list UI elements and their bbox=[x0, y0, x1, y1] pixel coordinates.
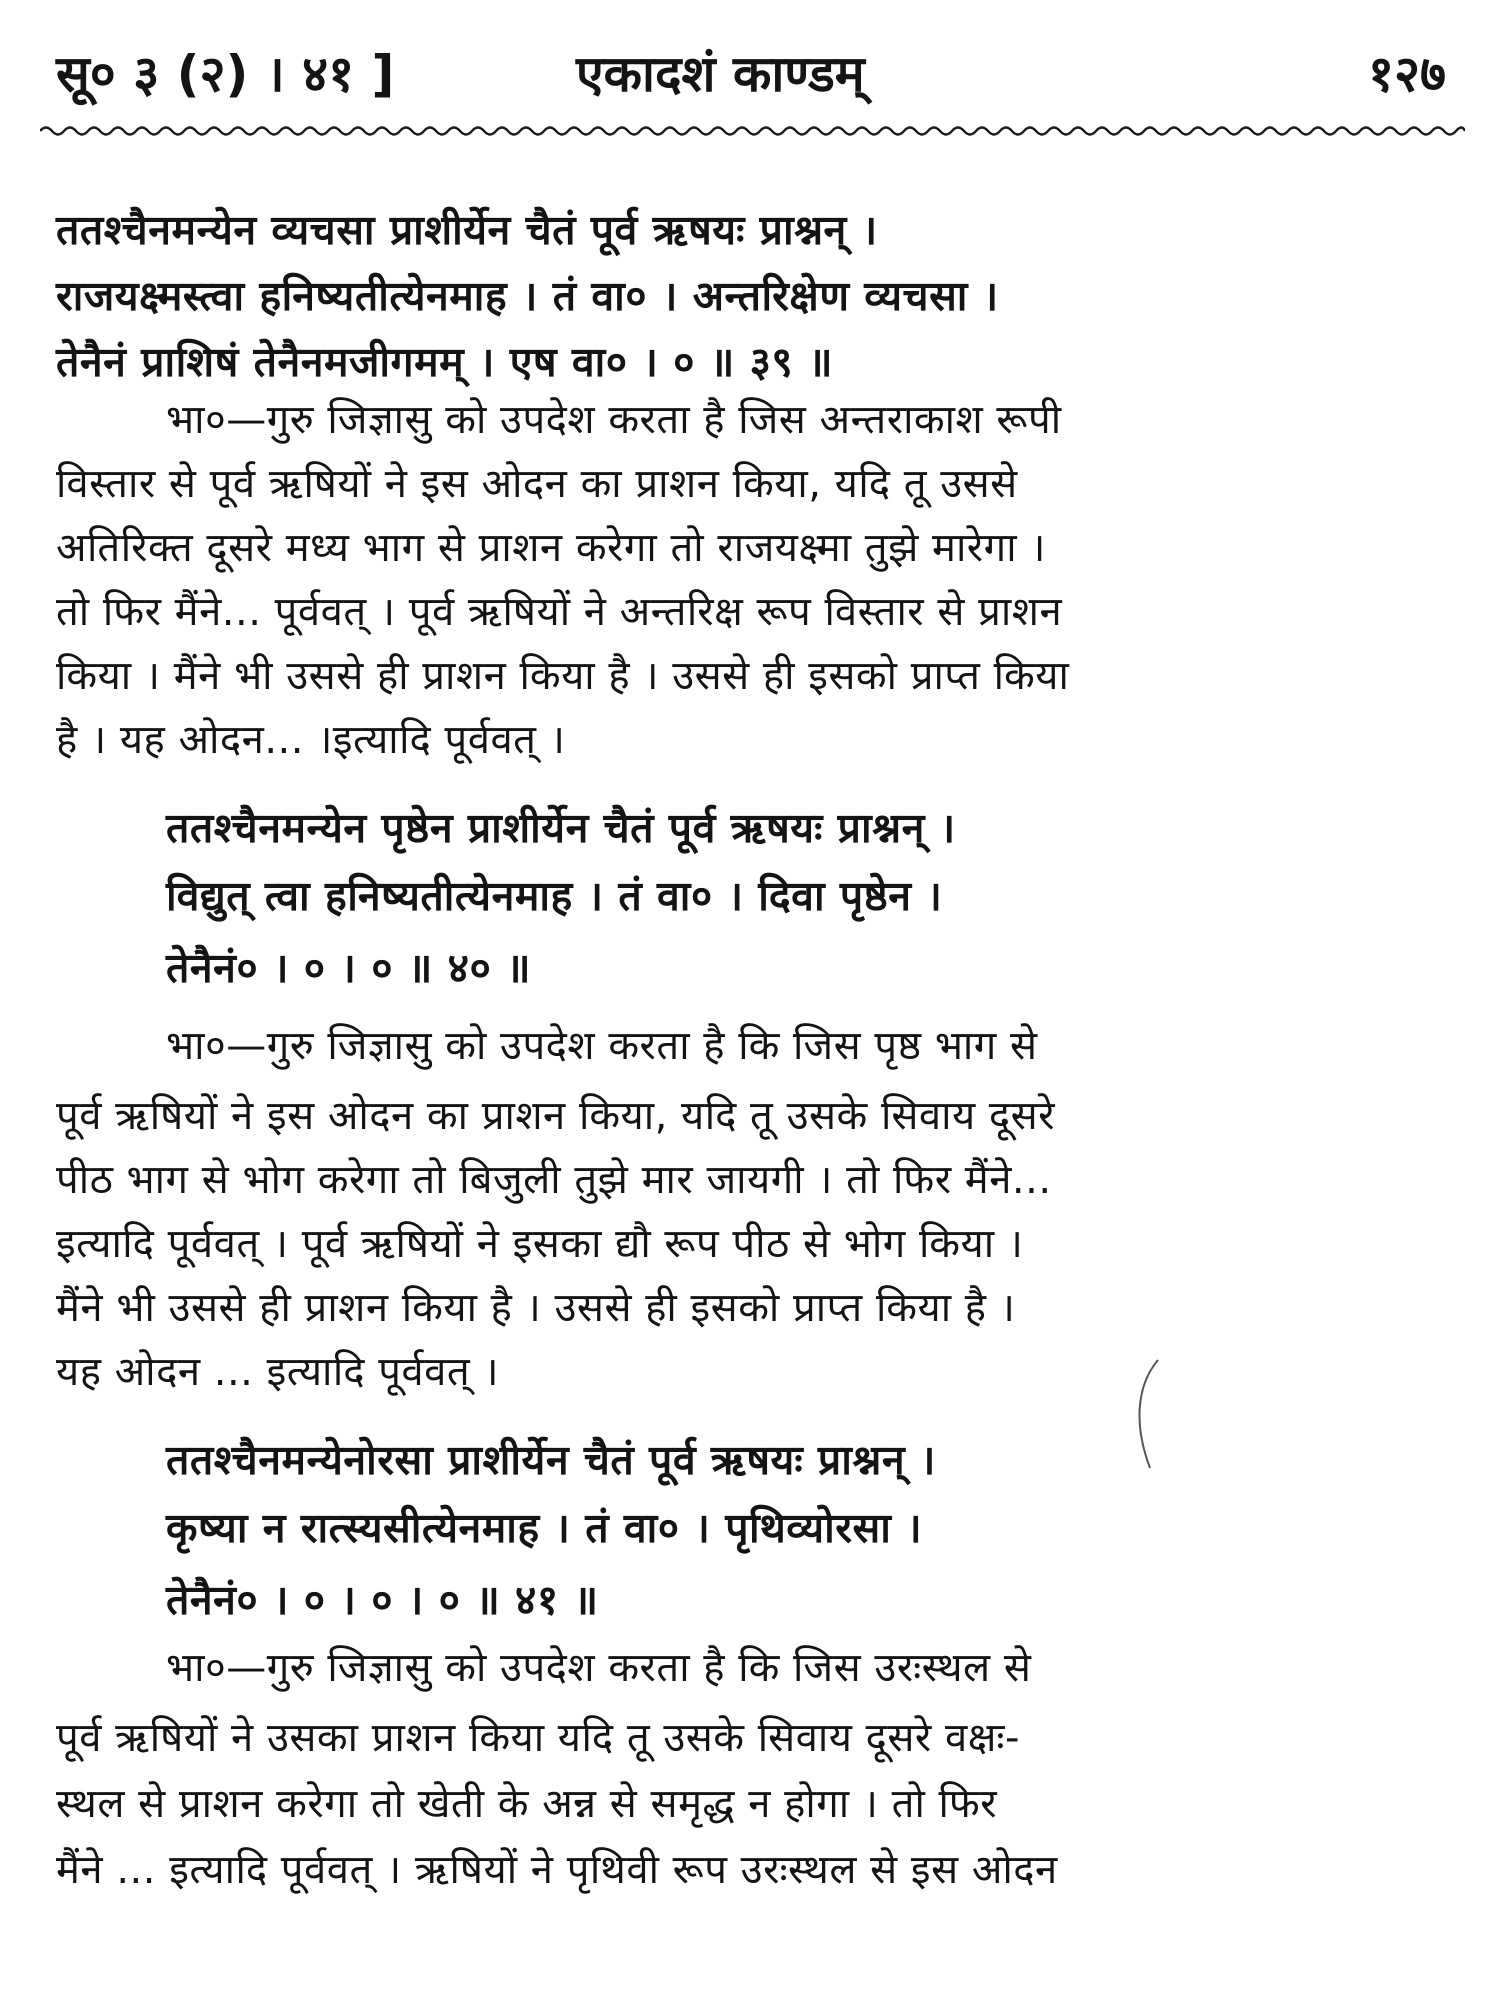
commentary-line: भा०—गुरु जिज्ञासु को उपदेश करता है जिस अन्तराकाश रूपी bbox=[166, 397, 1062, 443]
mantra-line: कृष्या न रात्स्यसीत्येनमाह । तं वा० । पृथिव्योरसा । bbox=[166, 1504, 923, 1552]
commentary-line: है । यह ओदन... ।इत्यादि पूर्ववत् । bbox=[56, 717, 566, 763]
mantra-line: तेनैनं० । ० । ० । ० ॥ ४१ ॥ bbox=[166, 1576, 599, 1624]
commentary-line: पूर्व ऋषियों ने उसका प्राशन किया यदि तू उसके सिवाय दूसरे वक्षः- bbox=[56, 1715, 1020, 1761]
commentary-line: पीठ भाग से भोग करेगा तो बिजुली तुझे मार जायगी । तो फिर मैंने... bbox=[56, 1157, 1052, 1203]
pencil-mark bbox=[1128, 1356, 1168, 1476]
mantra-line: तेनैनं० । ० । ० ॥ ४० ॥ bbox=[166, 944, 532, 992]
commentary-line: यह ओदन ... इत्यादि पूर्ववत् । bbox=[56, 1349, 500, 1395]
header-wavy-rule bbox=[40, 122, 1465, 140]
commentary-line: भा०—गुरु जिज्ञासु को उपदेश करता है कि जिस पृष्ठ भाग से bbox=[166, 1023, 1038, 1069]
mantra-line: विद्युत् त्वा हनिष्यतीत्येनमाह । तं वा० । दिवा पृष्ठेन । bbox=[166, 872, 943, 920]
commentary-line: किया । मैंने भी उससे ही प्राशन किया है । उससे ही इसको प्राप्त किया bbox=[56, 653, 1070, 699]
commentary-line: पूर्व ऋषियों ने इस ओदन का प्राशन किया, यदि तू उसके सिवाय दूसरे bbox=[56, 1093, 1056, 1139]
page-number: १२७ bbox=[1368, 45, 1446, 103]
commentary-line: विस्तार से पूर्व ऋषियों ने इस ओदन का प्राशन किया, यदि तू उससे bbox=[56, 461, 1018, 507]
sutra-reference: सू० ३ (२) । ४१ ] bbox=[56, 45, 395, 103]
mantra-line: राजयक्ष्मस्त्वा हनिष्यतीत्येनमाह । तं वा० । अन्तरिक्षेण व्यचसा । bbox=[56, 272, 999, 320]
mantra-line: ततश्चैनमन्येनोरसा प्राशीर्येन चैतं पूर्व ऋषयः प्राश्नन् । bbox=[166, 1436, 936, 1484]
mantra-line: ततश्चैनमन्येन व्यचसा प्राशीर्येन चैतं पूर्व ऋषयः प्राश्नन् । bbox=[56, 206, 878, 254]
commentary-line: अतिरिक्त दूसरे मध्य भाग से प्राशन करेगा तो राजयक्ष्मा तुझे मारेगा । bbox=[56, 525, 1046, 571]
commentary-line: भा०—गुरु जिज्ञासु को उपदेश करता है कि जिस उरःस्थल से bbox=[166, 1645, 1032, 1691]
commentary-line: मैंने ... इत्यादि पूर्ववत् । ऋषियों ने पृथिवी रूप उरःस्थल से इस ओदन bbox=[56, 1847, 1058, 1893]
commentary-line: मैंने भी उससे ही प्राशन किया है । उससे ही इसको प्राप्त किया है । bbox=[56, 1285, 1016, 1331]
commentary-line: तो फिर मैंने... पूर्ववत् । पूर्व ऋषियों ने अन्तरिक्ष रूप विस्तार से प्राशन bbox=[56, 589, 1063, 635]
commentary-line: इत्यादि पूर्ववत् । पूर्व ऋषियों ने इसका द्यौ रूप पीठ से भोग किया । bbox=[56, 1221, 1024, 1267]
mantra-line: ततश्चैनमन्येन पृष्ठेन प्राशीर्येन चैतं पूर्व ऋषयः प्राश्नन् । bbox=[166, 804, 956, 852]
commentary-line: स्थल से प्राशन करेगा तो खेती के अन्न से समृद्ध न होगा । तो फिर bbox=[56, 1781, 998, 1827]
kanda-title: एकादशं काण्डम् bbox=[576, 45, 865, 103]
page-header bbox=[56, 34, 1446, 114]
mantra-line: तेनैनं प्राशिषं तेनैनमजीगमम् । एष वा० । ० ॥ ३९ ॥ bbox=[56, 338, 834, 386]
